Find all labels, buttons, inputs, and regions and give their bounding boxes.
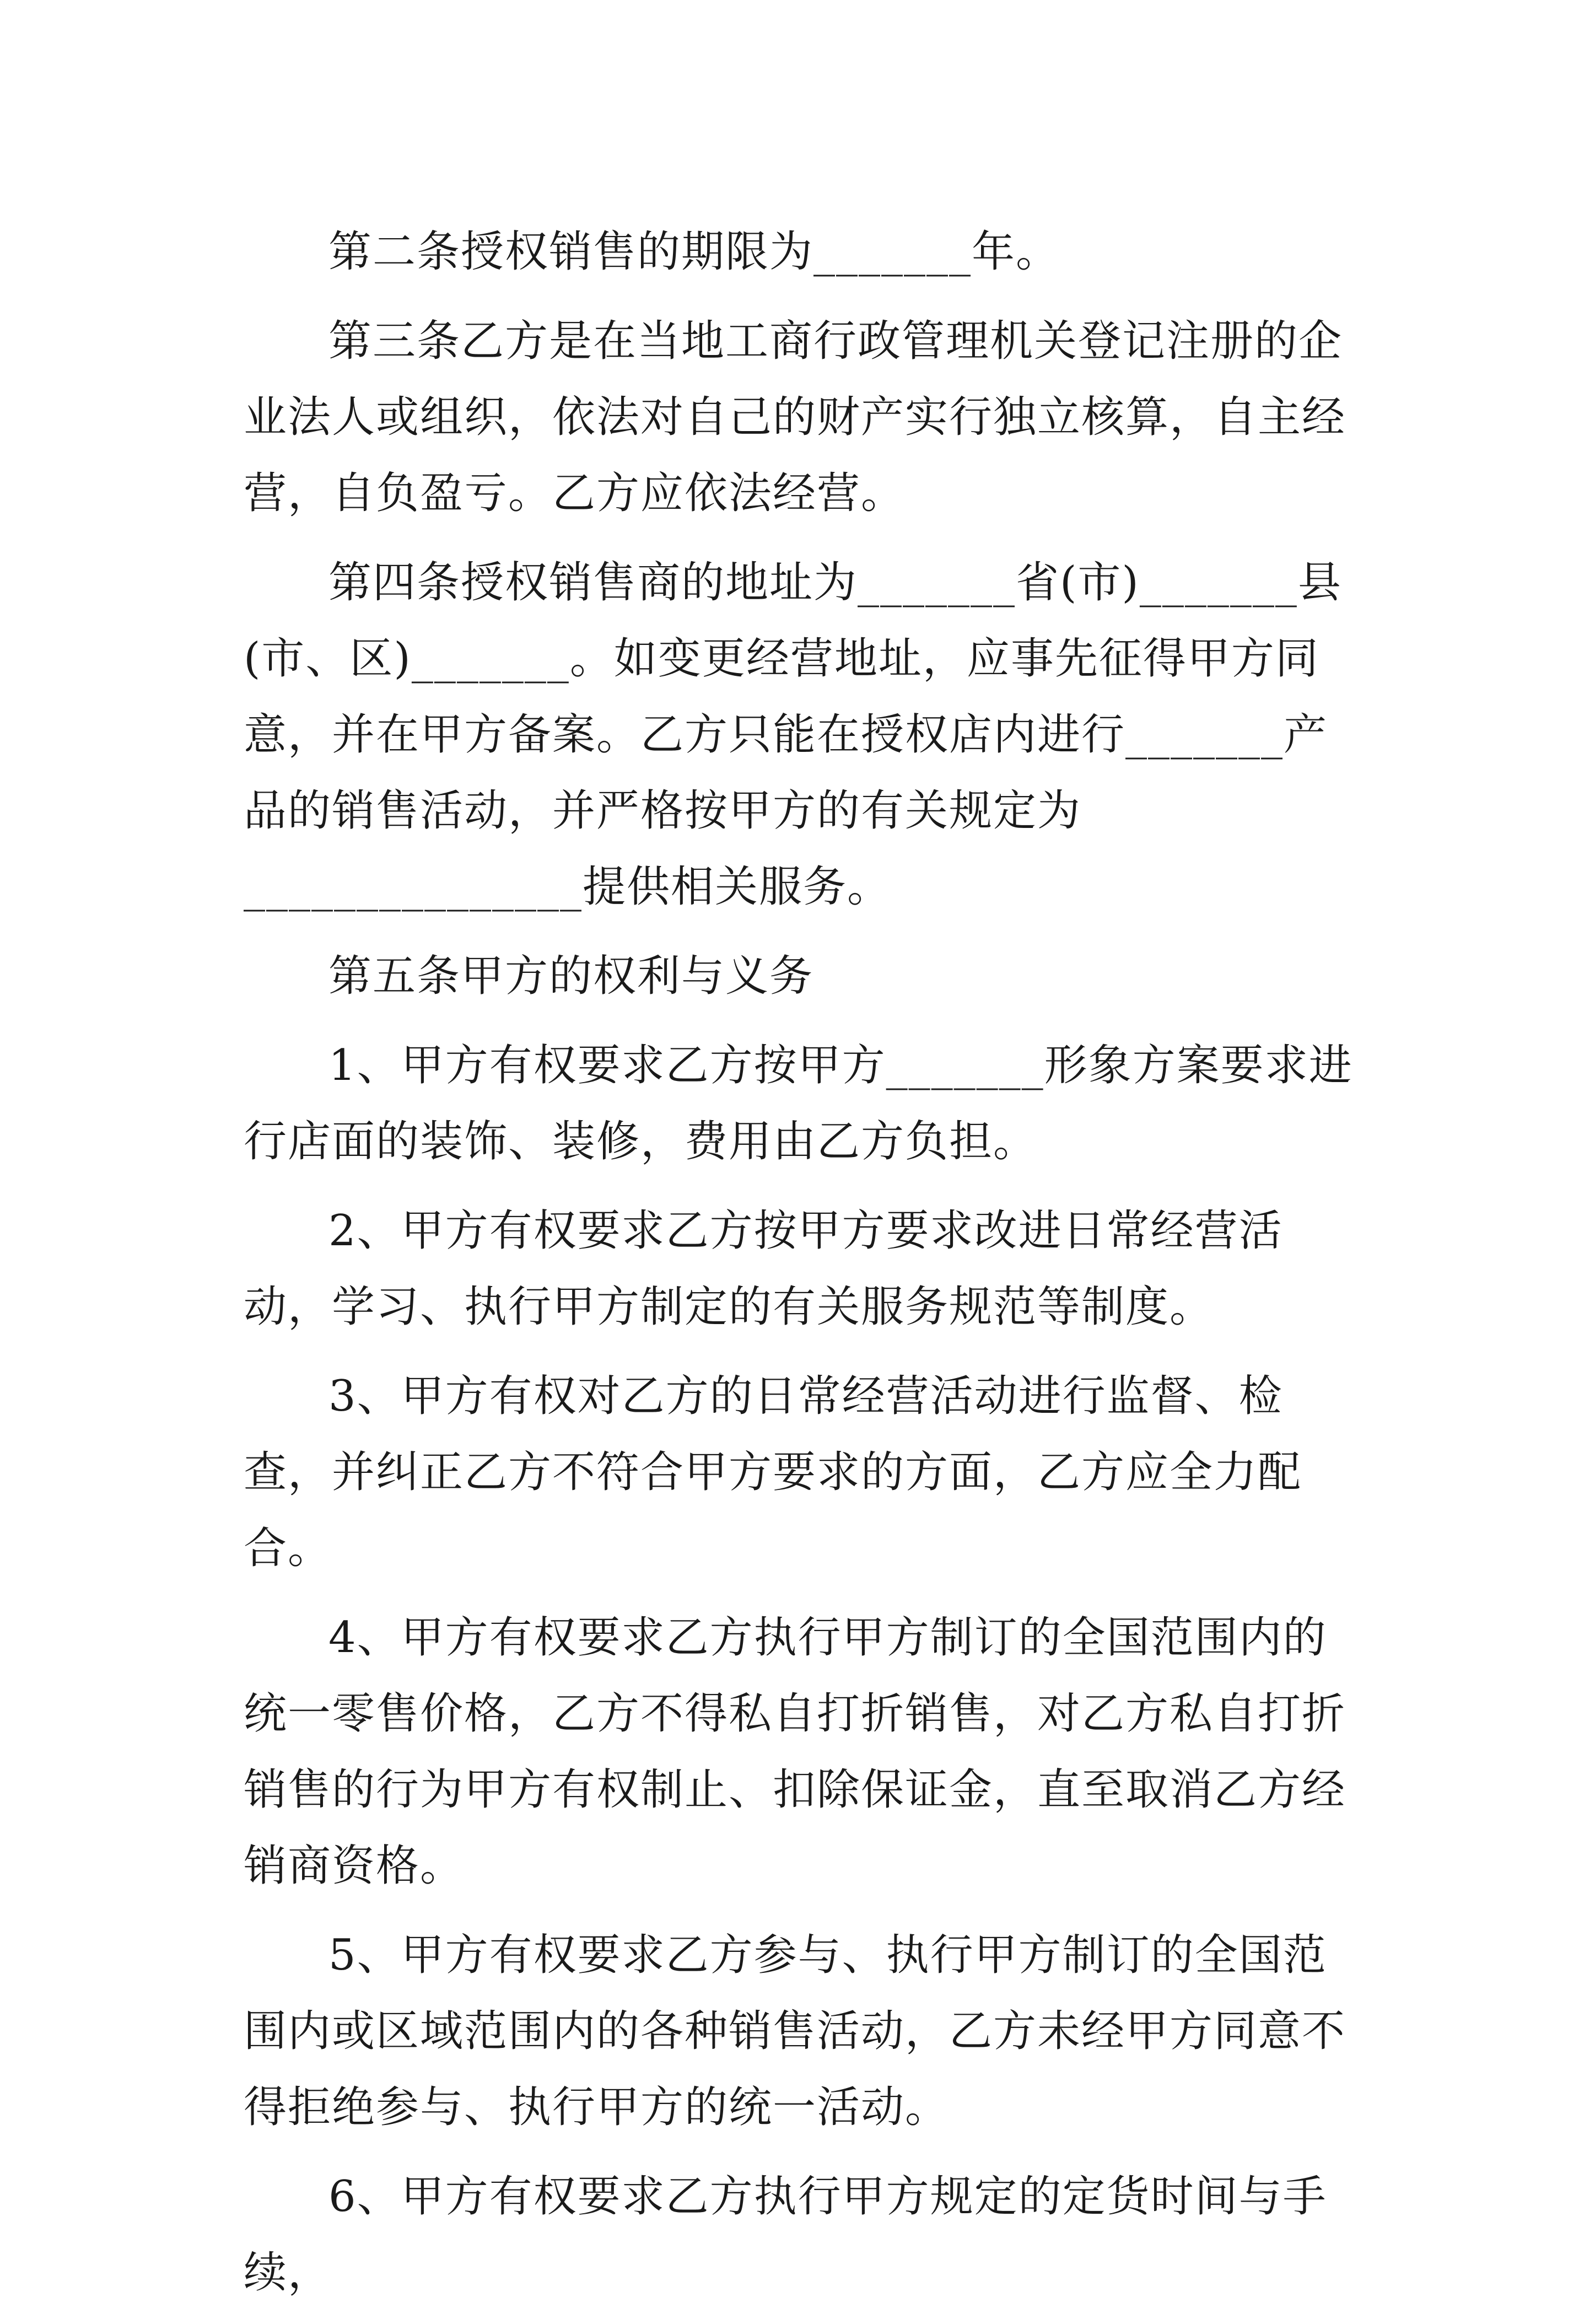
paragraph-clause-5: 5、甲方有权要求乙方参与、执行甲方制订的全国范围内或区域范围内的各种销售活动，乙方未经甲方同意不得拒绝参与、执行甲方的统一活动。 [244, 1930, 1346, 2132]
paragraph-article-4: 第四条授权销售商的地址为_______省(市)_______县(市、区)_______。如变更经营地址，应事先征得甲方同意，并在甲方备案。乙方只能在授权店内进行_______产品的销售活动，并严格按甲方的有关规定为_______________提供相关服务。 [244, 558, 1342, 912]
paragraph-clause-1: 1、甲方有权要求乙方按甲方_______形象方案要求进行店面的装饰、装修，费用由乙方负担。 [244, 1041, 1353, 1166]
paragraph-article-2: 第二条授权销售的期限为_______年。 [328, 227, 1060, 277]
paragraph-clause-6: 6、甲方有权要求乙方执行甲方规定的定货时间与手续， [244, 2172, 1327, 2298]
document-body [244, 214, 1362, 2324]
paragraph-clause-4: 4、甲方有权要求乙方执行甲方制订的全国范围内的统一零售价格，乙方不得私自打折销售，对乙方私自打折销售的行为甲方有权制止、扣除保证金，直至取消乙方经销商资格。 [244, 1613, 1346, 1891]
paragraph-article-5-heading: 第五条甲方的权利与义务 [328, 951, 814, 1001]
paragraph-clause-3: 3、甲方有权对乙方的日常经营活动进行监督、检查，并纠正乙方不符合甲方要求的方面，乙方应全力配合。 [244, 1371, 1302, 1573]
paragraph-article-3: 第三条乙方是在当地工商行政管理机关登记注册的企业法人或组织，依法对自己的财产实行独立核算，自主经营，自负盈亏。乙方应依法经营。 [244, 316, 1346, 518]
paragraph-clause-2: 2、甲方有权要求乙方按甲方要求改进日常经营活动，学习、执行甲方制定的有关服务规范等制度。 [244, 1206, 1283, 1332]
